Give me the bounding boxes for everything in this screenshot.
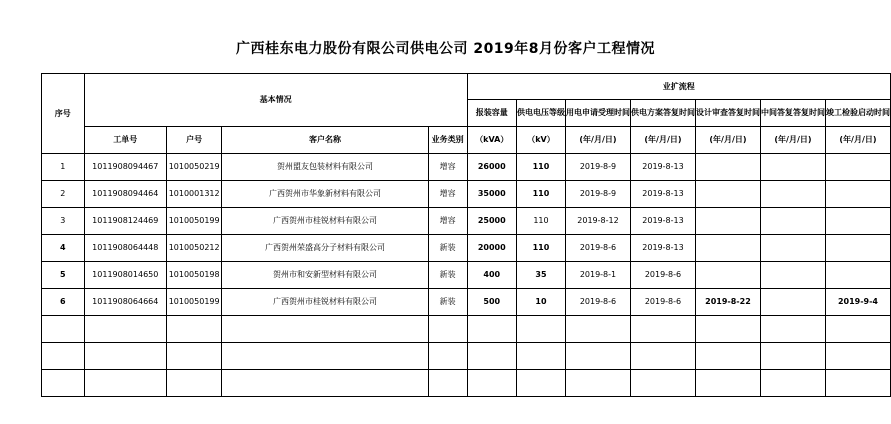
header-plan-time: 供电方案答复时间 [630, 100, 695, 127]
cell-voltage: 110 [516, 154, 565, 181]
cell-mid [760, 235, 825, 262]
cell-seq: 5 [42, 262, 85, 289]
cell-order-no: 1011908014650 [84, 262, 166, 289]
cell-capacity: 400 [467, 262, 516, 289]
cell-accept [825, 208, 890, 235]
cell-voltage: 110 [516, 181, 565, 208]
cell-voltage: 10 [516, 289, 565, 316]
page-title: 广西桂东电力股份有限公司供电公司 2019年8月份客户工程情况 [235, 41, 656, 57]
cell-mid [760, 181, 825, 208]
empty-row [42, 343, 891, 370]
cell-seq: 1 [42, 154, 85, 181]
cell-plan: 2019-8-13 [630, 181, 695, 208]
cell-seq: 2 [42, 181, 85, 208]
header-date-format: (年/月/日) [565, 127, 630, 154]
cell-customer: 广西贺州市桂锐材料有限公司 [222, 208, 428, 235]
cell-voltage: 110 [516, 208, 565, 235]
table-row [42, 208, 891, 235]
cell-order-no: 1011908064448 [84, 235, 166, 262]
cell-voltage: 110 [516, 235, 565, 262]
header-date-format: (年/月/日) [630, 127, 695, 154]
header-date-format: (年/月/日) [760, 127, 825, 154]
cell-capacity: 26000 [467, 154, 516, 181]
cell-capacity: 500 [467, 289, 516, 316]
cell-account-no: 1010050212 [166, 235, 221, 262]
cell-seq: 6 [42, 289, 85, 316]
cell-biz-type: 新装 [428, 235, 467, 262]
header-account-no: 户号 [166, 127, 221, 154]
cell-order-no: 1011908094467 [84, 154, 166, 181]
header-basic: 基本情况 [84, 74, 467, 127]
customer-project-table [41, 73, 891, 397]
cell-account-no: 1010001312 [166, 181, 221, 208]
cell-design [695, 154, 760, 181]
header-voltage-unit: （kV） [516, 127, 565, 154]
table-row [42, 262, 891, 289]
cell-biz-type: 增容 [428, 208, 467, 235]
header-capacity: 报装容量 [467, 100, 516, 127]
cell-plan: 2019-8-13 [630, 208, 695, 235]
cell-biz-type: 新装 [428, 289, 467, 316]
cell-accept [825, 235, 890, 262]
table-row [42, 154, 891, 181]
cell-design: 2019-8-22 [695, 289, 760, 316]
cell-order-no: 1011908094464 [84, 181, 166, 208]
cell-design [695, 235, 760, 262]
cell-voltage: 35 [516, 262, 565, 289]
cell-customer: 贺州盟友包装材料有限公司 [222, 154, 428, 181]
cell-mid [760, 262, 825, 289]
cell-mid [760, 154, 825, 181]
cell-apply: 2019-8-12 [565, 208, 630, 235]
cell-account-no: 1010050198 [166, 262, 221, 289]
cell-mid [760, 289, 825, 316]
cell-apply: 2019-8-9 [565, 154, 630, 181]
header-date-format: (年/月/日) [825, 127, 890, 154]
cell-capacity: 20000 [467, 235, 516, 262]
header-date-format: (年/月/日) [695, 127, 760, 154]
header-order-no: 工单号 [84, 127, 166, 154]
header-customer: 客户名称 [222, 127, 428, 154]
cell-accept [825, 181, 890, 208]
cell-biz-type: 新装 [428, 262, 467, 289]
header-accept-time: 竣工检验启动时间 [825, 100, 890, 127]
cell-accept: 2019-9-4 [825, 289, 890, 316]
header-voltage: 供电电压等级 [516, 100, 565, 127]
header-capacity-unit: （kVA） [467, 127, 516, 154]
cell-capacity: 35000 [467, 181, 516, 208]
empty-row [42, 370, 891, 397]
table-row [42, 235, 891, 262]
cell-plan: 2019-8-13 [630, 235, 695, 262]
header-design-time: 设计审查答复时间 [695, 100, 760, 127]
header-seq: 序号 [42, 74, 85, 154]
cell-order-no: 1011908124469 [84, 208, 166, 235]
cell-apply: 2019-8-6 [565, 235, 630, 262]
cell-account-no: 1010050199 [166, 208, 221, 235]
cell-customer: 广西贺州市桂锐材料有限公司 [222, 289, 428, 316]
cell-apply: 2019-8-6 [565, 289, 630, 316]
cell-customer: 广西贺州荣盛高分子材料有限公司 [222, 235, 428, 262]
header-expansion: 业扩流程 [467, 74, 890, 100]
cell-plan: 2019-8-6 [630, 289, 695, 316]
cell-biz-type: 增容 [428, 154, 467, 181]
cell-apply: 2019-8-1 [565, 262, 630, 289]
cell-seq: 3 [42, 208, 85, 235]
cell-customer: 贺州市和安新型材料有限公司 [222, 262, 428, 289]
table-row [42, 289, 891, 316]
cell-plan: 2019-8-13 [630, 154, 695, 181]
cell-account-no: 1010050219 [166, 154, 221, 181]
cell-customer: 广西贺州市华象新材料有限公司 [222, 181, 428, 208]
cell-apply: 2019-8-9 [565, 181, 630, 208]
table-row [42, 181, 891, 208]
cell-design [695, 262, 760, 289]
cell-accept [825, 154, 890, 181]
cell-biz-type: 增容 [428, 181, 467, 208]
header-apply-time: 用电申请受理时间 [565, 100, 630, 127]
cell-design [695, 181, 760, 208]
empty-row [42, 316, 891, 343]
header-biz-type: 业务类别 [428, 127, 467, 154]
cell-seq: 4 [42, 235, 85, 262]
cell-mid [760, 208, 825, 235]
cell-accept [825, 262, 890, 289]
cell-design [695, 208, 760, 235]
cell-capacity: 25000 [467, 208, 516, 235]
cell-plan: 2019-8-6 [630, 262, 695, 289]
cell-order-no: 1011908064664 [84, 289, 166, 316]
header-mid-time: 中间答复答复时间 [760, 100, 825, 127]
cell-account-no: 1010050199 [166, 289, 221, 316]
